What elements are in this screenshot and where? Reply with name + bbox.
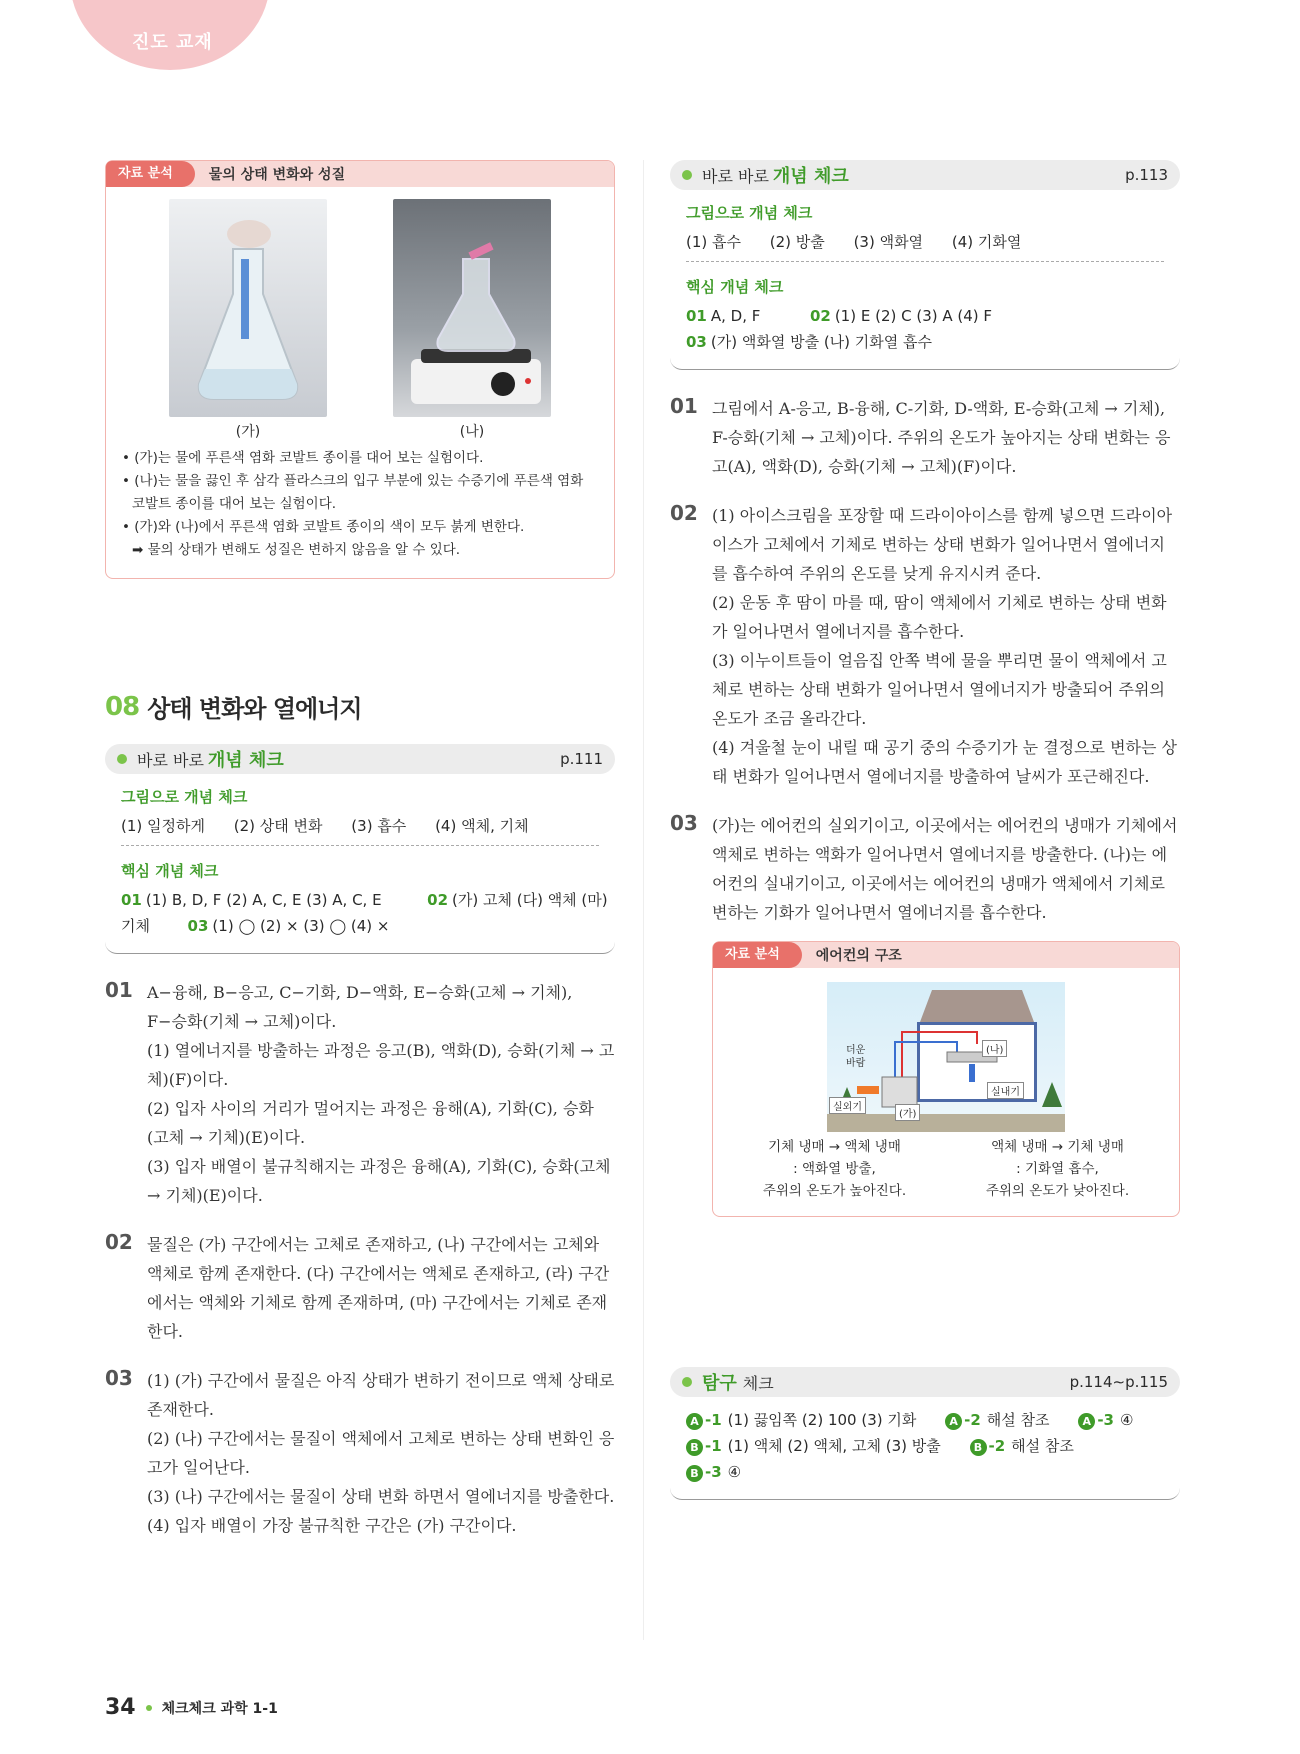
answer-badge: A <box>1078 1413 1095 1430</box>
inquiry-answer <box>686 1407 916 1433</box>
answer-number: -2 <box>964 1411 981 1429</box>
data-title: 에어컨의 구조 <box>815 948 902 964</box>
explanation-line: 그림에서 A-응고, B-융해, C-기화, D-액화, E-승화(고체 → 기체), F-승화(기체 → 고체)이다. 주위의 온도가 높아지는 상태 변화는 응고(A), 액화(D), 승화(기체 → 고체)(F)이다. <box>712 399 1171 476</box>
explanation-number: 03 <box>670 811 698 835</box>
caption-line: 액체 냉매 → 기체 냉매 <box>991 1139 1124 1155</box>
check-prefix: 바로 바로 <box>137 750 204 770</box>
answer-number: -2 <box>988 1437 1006 1455</box>
explanation-line: (1) 열에너지를 방출하는 과정은 응고(B), 액화(D), 승화(기체 → 고체)(F)이다. <box>147 1041 615 1089</box>
bullet-dot-icon <box>117 754 127 764</box>
footer-dot-icon <box>146 1705 152 1711</box>
conclusion-line: ➡ 물의 상태가 변해도 성질은 변하지 않음을 알 수 있다. <box>132 542 461 558</box>
aircon-captions <box>713 1136 1179 1216</box>
check-page: p.113 <box>1125 166 1168 184</box>
photo-flask-water <box>169 199 327 417</box>
core-check-answers <box>105 887 615 939</box>
answer-number: 01 <box>121 891 142 909</box>
bullet: • (가)는 물에 푸른색 염화 코발트 종이를 대어 보는 실험이다. <box>120 447 598 470</box>
core-check-answers <box>670 303 1180 355</box>
answer-number: -1 <box>705 1411 722 1429</box>
section-title: 상태 변화와 열에너지 <box>147 695 362 723</box>
explanation-line: (3) 이누이트들이 얼음집 안쪽 벽에 물을 뿌리면 물이 액체에서 고체로 변하는 상태 변화가 일어나면서 열에너지가 방출되어 주위의 온도가 조금 올라간다. <box>712 651 1167 728</box>
answer: (1) ◯ (2) × (3) ◯ (4) × <box>212 917 390 935</box>
answer-text: 해설 참조 <box>986 1411 1050 1429</box>
explanation-body <box>712 501 1180 791</box>
section-number: 08 <box>105 691 140 722</box>
inquiry-answer <box>970 1433 1074 1459</box>
answer-text: ④ <box>727 1463 742 1481</box>
answer: 기체 <box>121 917 150 935</box>
answer: (4) 액체, 기체 <box>435 817 529 835</box>
corner-tab <box>70 0 270 70</box>
right-column <box>670 160 1180 1500</box>
caption-left <box>763 1136 906 1202</box>
explanation-line: (2) (나) 구간에서는 물질이 액체에서 고체로 변하는 상태 변화인 응고가 일어난다. <box>147 1429 615 1477</box>
label-na: (나) <box>982 1040 1007 1057</box>
answer: (3) 액화열 <box>853 233 924 251</box>
answer: (1) B, D, F (2) A, C, E (3) A, C, E <box>145 891 382 909</box>
photo-row <box>106 187 614 421</box>
label-ga: (가) <box>895 1104 920 1121</box>
answer: (2) 방출 <box>769 233 825 251</box>
label-hot-air: 더운 바람 <box>846 1045 866 1069</box>
inquiry-answers <box>670 1397 1180 1485</box>
explanation-body <box>712 394 1180 481</box>
caption-line: : 액화열 방출, <box>793 1161 876 1177</box>
inquiry-suffix: 체크 <box>742 1373 774 1393</box>
data-box-header <box>106 161 614 187</box>
caption-b: (나) <box>459 424 485 440</box>
data-title: 물의 상태 변화와 성질 <box>208 167 346 183</box>
inquiry-check-box <box>670 1367 1180 1500</box>
explanation-line: 물질은 (가) 구간에서는 고체로 존재하고, (나) 구간에서는 고체와 액체로 함께 존재한다. (다) 구간에서는 액체로 존재하고, (라) 구간에서는 액체와 기체로 함께 존재하며, (마) 구간에서는 기체로 존재한다. <box>147 1235 610 1341</box>
explanation-number: 03 <box>105 1366 133 1390</box>
data-box-header <box>713 942 1179 968</box>
photo-flask-steam <box>393 199 551 417</box>
column-divider <box>643 160 644 1640</box>
inquiry-answer <box>686 1459 741 1485</box>
explanation-line: (2) 입자 사이의 거리가 멀어지는 과정은 융해(A), 기화(C), 승화(고체 → 기체)(E)이다. <box>147 1099 594 1147</box>
answer-text: 해설 참조 <box>1011 1437 1074 1455</box>
data-tag: 자료 분석 <box>713 942 802 968</box>
check-prefix: 바로 바로 <box>702 166 769 186</box>
answer: (1) 흡수 <box>686 233 741 251</box>
concept-check-box <box>670 160 1180 370</box>
explanation-body <box>147 978 615 1210</box>
label-indoor-unit: 실내기 <box>987 1082 1024 1099</box>
picture-check-answers <box>105 813 615 839</box>
answer-number: 01 <box>686 307 707 325</box>
dashed-divider <box>686 261 1164 262</box>
answer-badge: A <box>686 1413 703 1430</box>
explanation-02 <box>670 501 1180 791</box>
book-title: 체크체크 과학 1-1 <box>161 1700 278 1717</box>
caption-line: : 기화열 흡수, <box>1016 1161 1099 1177</box>
caption-line: 주위의 온도가 낮아진다. <box>985 1183 1130 1199</box>
explanation-line: (4) 입자 배열이 가장 불규칙한 구간은 (가) 구간이다. <box>147 1516 517 1535</box>
explanation-number: 02 <box>105 1230 133 1254</box>
answer-number: -3 <box>1097 1411 1114 1429</box>
explanation-line: (4) 겨울철 눈이 내릴 때 공기 중의 수증기가 눈 결정으로 변하는 상태 변화가 일어나면서 열에너지를 방출하여 날씨가 포근해진다. <box>712 738 1178 786</box>
check-title: 개념 체크 <box>772 166 849 187</box>
caption-line: 주위의 온도가 높아진다. <box>762 1183 907 1199</box>
explanation-body <box>712 811 1180 927</box>
picture-check-title: 그림으로 개념 체크 <box>121 788 248 806</box>
bullet-dot-icon <box>682 1377 692 1387</box>
explanation-line: (3) 입자 배열이 불규칙해지는 과정은 융해(A), 기화(C), 승화(고체 → 기체)(E)이다. <box>147 1157 611 1205</box>
aircon-diagram <box>827 982 1065 1132</box>
photo-captions <box>106 421 614 441</box>
explanation-number: 02 <box>670 501 698 525</box>
bullet: • (가)와 (나)에서 푸른색 염화 코발트 종이의 색이 모두 붉게 변한다. <box>120 516 598 539</box>
corner-tab-label: 진도 교재 <box>132 32 213 53</box>
explanation-body <box>147 1230 615 1346</box>
left-column <box>105 160 615 1540</box>
page-footer <box>105 1695 278 1720</box>
concept-check-header <box>105 744 615 774</box>
explanation-02 <box>105 1230 615 1346</box>
check-page: p.111 <box>560 750 603 768</box>
answer-badge: A <box>945 1413 962 1430</box>
caption-a: (가) <box>235 424 261 440</box>
explanation-03 <box>105 1366 615 1540</box>
answer-number: 03 <box>187 917 209 935</box>
caption-line: 기체 냉매 → 액체 냉매 <box>768 1139 901 1155</box>
inquiry-check-header <box>670 1367 1180 1397</box>
explanation-03 <box>670 811 1180 927</box>
section-heading <box>105 689 615 724</box>
data-tag: 자료 분석 <box>106 161 195 187</box>
explanation-line: (1) (가) 구간에서 물질은 아직 상태가 변하기 전이므로 액체 상태로 존재한다. <box>147 1371 615 1419</box>
answer: (가) 액화열 방출 (나) 기화열 흡수 <box>710 333 933 351</box>
explanation-line: (가)는 에어컨의 실외기이고, 이곳에서는 에어컨의 냉매가 기체에서 액체로 변하는 액화가 일어나면서 열에너지를 방출한다. (나)는 에어컨의 실내기이고, 이곳에서는 에어컨의 냉매가 액체에서 기체로 변하는 기화가 일어나면서 열에너지를 흡수한다. <box>712 816 1178 922</box>
bullet: • (나)는 물을 끓인 후 삼각 플라스크의 입구 부분에 있는 수증기에 푸른색 염화 코발트 종이를 대어 보는 실험이다. <box>120 470 598 516</box>
answer-number: 02 <box>809 307 831 325</box>
data-analysis-box <box>105 160 615 579</box>
answer-badge: B <box>686 1465 703 1482</box>
explanation-line: A−융해, B−응고, C−기화, D−액화, E−승화(고체 → 기체), F−승화(기체 → 고체)이다. <box>147 983 573 1031</box>
explanation-01 <box>670 394 1180 481</box>
answer: (3) 흡수 <box>351 817 407 835</box>
page-number: 34 <box>105 1695 136 1720</box>
core-check-title: 핵심 개념 체크 <box>686 278 784 296</box>
inquiry-answer <box>1078 1407 1133 1433</box>
answer: A, D, F <box>710 307 761 325</box>
answer-number: -1 <box>705 1437 722 1455</box>
answer: (4) 기화열 <box>951 233 1022 251</box>
answer-text: (1) 액체 (2) 액체, 고체 (3) 방출 <box>727 1437 941 1455</box>
answer-text: (1) 끓임쪽 (2) 100 (3) 기화 <box>727 1411 917 1429</box>
answer: (가) 고체 (다) 액체 (마) <box>452 891 608 909</box>
answer-number: 02 <box>427 891 449 909</box>
inquiry-page: p.114∼p.115 <box>1069 1373 1168 1391</box>
picture-check-answers <box>670 229 1180 255</box>
answer-badge: B <box>970 1439 987 1456</box>
explanation-number: 01 <box>105 978 133 1002</box>
explanation-number: 01 <box>670 394 698 418</box>
check-title: 개념 체크 <box>207 750 284 771</box>
answer: (2) 상태 변화 <box>233 817 323 835</box>
answer-number: 03 <box>686 333 707 351</box>
explanation-01 <box>105 978 615 1210</box>
inquiry-answer <box>686 1433 941 1459</box>
inquiry-title: 탐구 <box>702 1373 737 1394</box>
aircon-data-box <box>712 941 1180 1217</box>
inquiry-answer <box>945 1407 1049 1433</box>
concept-check-box <box>105 744 615 954</box>
concept-check-header <box>670 160 1180 190</box>
picture-check-title: 그림으로 개념 체크 <box>686 204 813 222</box>
answer-text: ④ <box>1119 1411 1134 1429</box>
label-outdoor-unit: 실외기 <box>829 1097 866 1114</box>
answer-number: -3 <box>705 1463 722 1481</box>
core-check-title: 핵심 개념 체크 <box>121 862 219 880</box>
answer-badge: B <box>686 1439 703 1456</box>
explanation-line: (1) 아이스크림을 포장할 때 드라이아이스를 함께 넣으면 드라이아이스가 고체에서 기체로 변하는 상태 변화가 일어나면서 열에너지를 흡수하여 주위의 온도를 낮게 유지시켜 준다. <box>712 506 1173 583</box>
dashed-divider <box>121 845 599 846</box>
bullet-dot-icon <box>682 170 692 180</box>
caption-right <box>986 1136 1129 1202</box>
explanation-body <box>147 1366 615 1540</box>
explanation-line: (3) (나) 구간에서는 물질이 상태 변화 하면서 열에너지를 방출한다. <box>147 1487 615 1506</box>
explanation-line: (2) 운동 후 땀이 마를 때, 땀이 액체에서 기체로 변하는 상태 변화가 일어나면서 열에너지를 흡수한다. <box>712 593 1167 641</box>
answer: (1) E (2) C (3) A (4) F <box>834 307 993 325</box>
data-bullets <box>106 441 614 578</box>
answer: (1) 일정하게 <box>121 817 205 835</box>
